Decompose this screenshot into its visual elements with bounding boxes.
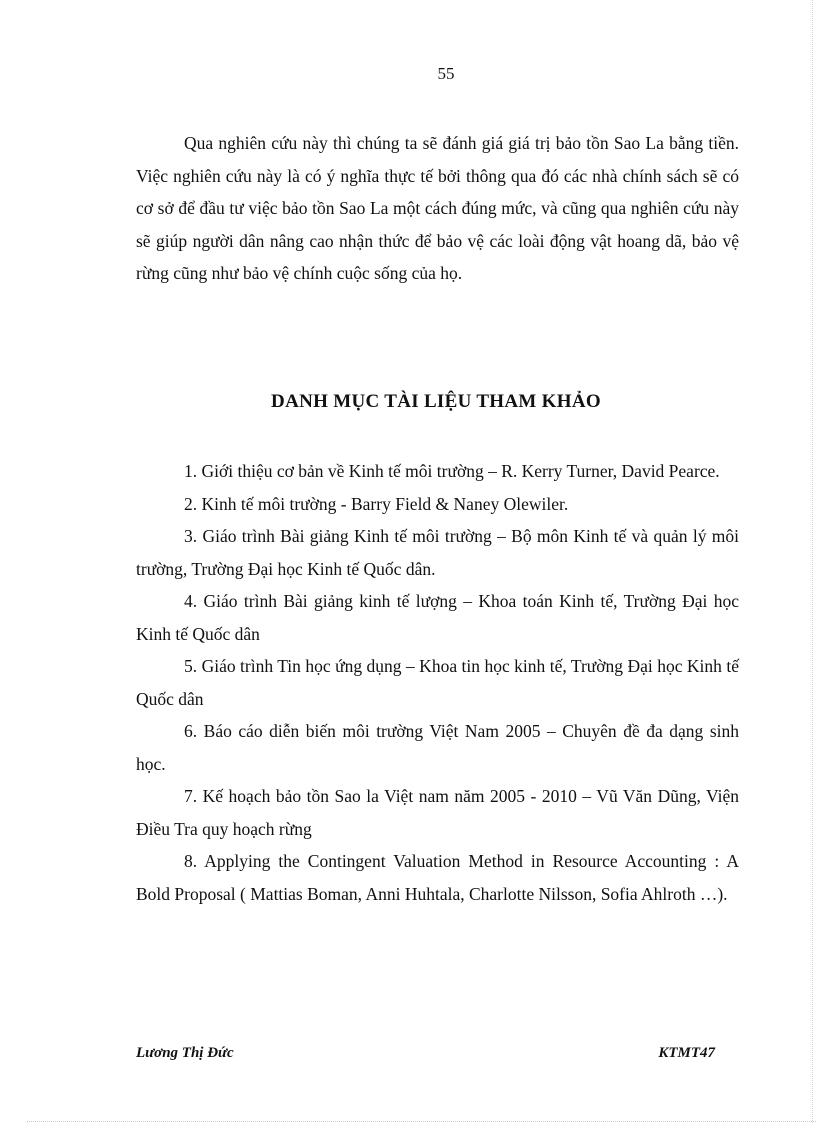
references-list: [136, 455, 739, 910]
references-title: DANH MỤC TÀI LIỆU THAM KHẢO: [271, 391, 601, 412]
page-bottom-divider: [27, 1121, 816, 1122]
footer-author: Lương Thị Đức: [136, 1045, 234, 1061]
page-number: 55: [437, 64, 455, 83]
reference-item: 3. Giáo trình Bài giảng Kinh tế môi trường – Bộ môn Kinh tế và quản lý môi trường, Trường Đại học Kinh tế Quốc dân.: [136, 526, 739, 579]
reference-item: 2. Kinh tế môi trường - Barry Field & Naney Olewiler.: [184, 493, 569, 514]
intro-paragraph: Qua nghiên cứu này thì chúng ta sẽ đánh giá giá trị bảo tồn Sao La bằng tiền. Việc nghiên cứu này là có ý nghĩa thực tế bởi thông qua đó các nhà chính sách sẽ có cơ sở để đầu tư việc bảo tồn Sao La một cách đúng mức, và cũng qua nghiên cứu này sẽ giúp người dân nâng cao nhận thức để bảo vệ các loài động vật hoang dã, bảo vệ rừng cũng như bảo vệ chính cuộc sống của họ.: [136, 133, 739, 283]
reference-item: 7. Kế hoạch bảo tồn Sao la Việt nam năm 2005 - 2010 – Vũ Văn Dũng, Viện Điều Tra quy hoạch rừng: [136, 786, 739, 839]
reference-item: 6. Báo cáo diễn biến môi trường Việt Nam 2005 – Chuyên đề đa dạng sinh học.: [136, 721, 739, 774]
footer-class-code: KTMT47: [658, 1045, 715, 1061]
reference-item: 8. Applying the Contingent Valuation Method in Resource Accounting : A Bold Proposal ( Mattias Boman, Anni Huhtala, Charlotte Nilsson, Sofia Ahlroth …).: [136, 851, 739, 904]
page-right-divider: [812, 0, 813, 1123]
reference-item: 5. Giáo trình Tin học ứng dụng – Khoa tin học kinh tế, Trường Đại học Kinh tế Quốc dân: [136, 656, 739, 709]
reference-item: 4. Giáo trình Bài giảng kinh tế lượng – Khoa toán Kinh tế, Trường Đại học Kinh tế Quốc dân: [136, 591, 739, 644]
reference-item: 1. Giới thiệu cơ bản về Kinh tế môi trường – R. Kerry Turner, David Pearce.: [184, 461, 720, 481]
